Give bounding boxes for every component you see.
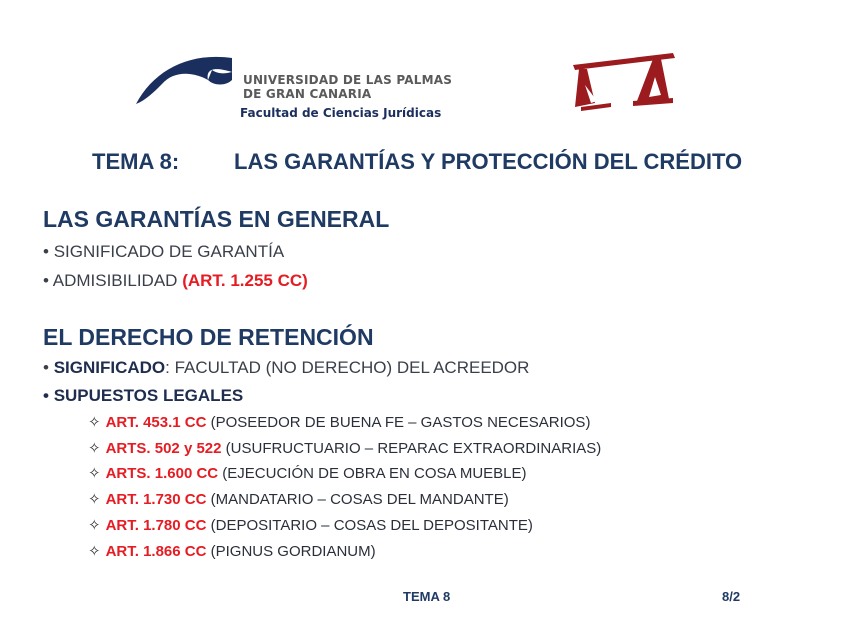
bullet-admisibilidad (43, 271, 308, 291)
list-item (88, 464, 527, 482)
list-item (88, 439, 601, 457)
page-title: LAS GARANTÍAS Y PROTECCIÓN DEL CRÉDITO (234, 149, 743, 174)
item-text: (MANDATARIO – COSAS DEL MANDANTE) (206, 491, 509, 508)
article-reference: ARTS. 1.600 CC (105, 465, 219, 482)
scales-of-justice-icon (565, 45, 685, 125)
article-reference: ART. 1.730 CC (105, 491, 207, 508)
university-logo-icon (134, 50, 234, 108)
article-reference: ART. 1.866 CC (105, 543, 207, 560)
item-text: (EJECUCIÓN DE OBRA EN COSA MUEBLE) (218, 465, 527, 482)
bullet-icon: • (43, 386, 54, 405)
tema-number: TEMA 8: (92, 149, 180, 174)
article-reference: (ART. 1.255 CC) (182, 271, 308, 290)
bullet-icon: • (43, 358, 54, 377)
bullet-text: ADMISIBILIDAD (52, 271, 178, 290)
item-text: (DEPOSITARIO – COSAS DEL DEPOSITANTE) (206, 517, 533, 534)
university-name-line1: UNIVERSIDAD DE LAS PALMAS (243, 73, 453, 87)
section-heading-retencion: EL DERECHO DE RETENCIÓN (43, 324, 374, 350)
star-bullet-icon: ✧ (88, 414, 101, 431)
item-text: (USUFRUCTUARIO – REPARAC EXTRAORDINARIAS) (221, 440, 602, 457)
section-heading-garantias: LAS GARANTÍAS EN GENERAL (43, 206, 390, 232)
university-name-line2: DE GRAN CANARIA (243, 87, 372, 101)
star-bullet-icon: ✧ (88, 491, 101, 508)
bullet-icon: • (43, 271, 53, 290)
list-item (88, 413, 590, 431)
list-item (88, 516, 533, 534)
bullet-text: : FACULTAD (NO DERECHO) DEL ACREEDOR (165, 358, 530, 377)
item-text: (POSEEDOR DE BUENA FE – GASTOS NECESARIOS) (206, 414, 591, 431)
star-bullet-icon: ✧ (88, 440, 101, 457)
article-reference: ART. 453.1 CC (105, 414, 207, 431)
article-reference: ARTS. 502 y 522 (105, 440, 222, 457)
bullet-significado (43, 358, 529, 378)
star-bullet-icon: ✧ (88, 543, 101, 560)
bullet-icon: • (43, 242, 54, 261)
bullet-text: SIGNIFICADO DE GARANTÍA (53, 242, 285, 261)
bullet-text: SUPUESTOS LEGALES (53, 386, 244, 405)
list-item (88, 490, 509, 508)
page-number: 8/2 (722, 589, 741, 604)
list-item (88, 542, 376, 560)
article-reference: ART. 1.780 CC (105, 517, 207, 534)
faculty-name: Facultad de Ciencias Jurídicas (240, 106, 442, 120)
bullet-significado-garantia (43, 242, 284, 262)
footer-tema: TEMA 8 (403, 589, 451, 604)
star-bullet-icon: ✧ (88, 517, 101, 534)
bullet-bold-term: SIGNIFICADO (53, 358, 166, 377)
bullet-supuestos-legales (43, 386, 243, 406)
star-bullet-icon: ✧ (88, 465, 101, 482)
item-text: (PIGNUS GORDIANUM) (206, 543, 376, 560)
